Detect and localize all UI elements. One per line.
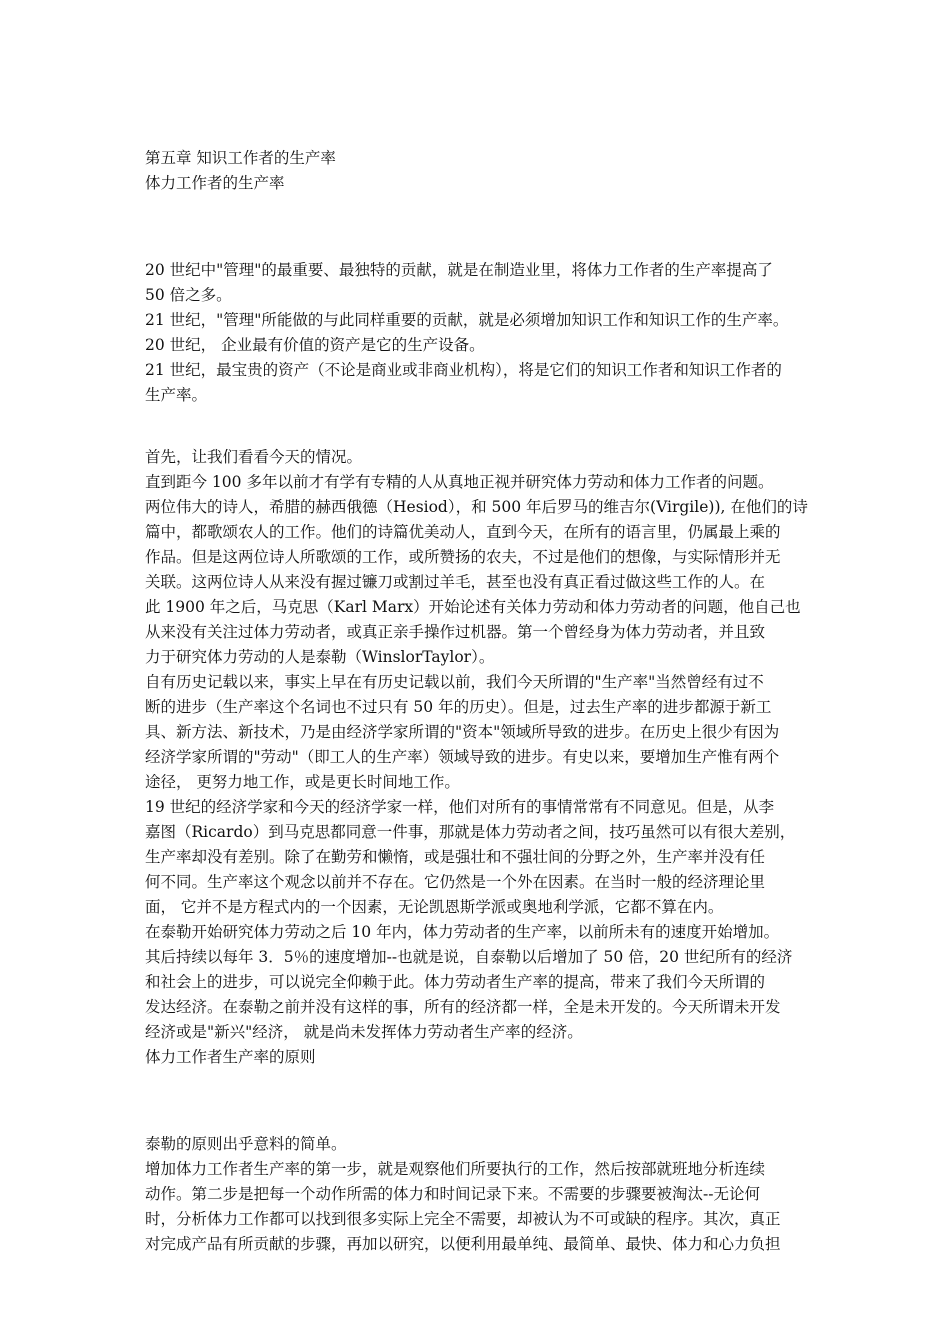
section-title: 体力工作者生产率的原则: [145, 1048, 316, 1066]
text-line: 此 1900 年之后，马克思（Karl Marx）开始论述有关体力劳动和体力劳动者的问题，他自己也: [145, 598, 801, 616]
section2-block: [145, 1132, 825, 1257]
text-line: 50 倍之多。: [145, 286, 232, 304]
text-line: 首先，让我们看看今天的情况。: [145, 448, 363, 466]
intro-block: [145, 258, 825, 408]
text-line: 篇中，都歌颂农人的工作。他们的诗篇优美动人，直到今天，在所有的语言里，仍属最上乘的: [145, 523, 781, 541]
text-line: 关联。这两位诗人从来没有握过镰刀或割过羊毛，甚至也没有真正看过做这些工作的人。在: [145, 573, 766, 591]
chapter-title: 第五章 知识工作者的生产率: [145, 149, 336, 167]
text-line: 自有历史记载以来，事实上早在有历史记载以前，我们今天所谓的"生产率"当然曾经有过不: [145, 673, 764, 691]
text-line: 生产率。: [145, 386, 208, 404]
body-block: [145, 445, 825, 1045]
text-line: 在泰勒开始研究体力劳动之后 10 年内，体力劳动者的生产率，以前所未有的速度开始增加。: [145, 923, 780, 941]
spacer: [145, 196, 825, 258]
text-line: 19 世纪的经济学家和今天的经济学家一样，他们对所有的事情常常有不同意见。但是，从李: [145, 798, 775, 816]
spacer: [145, 1070, 825, 1132]
text-line: 21 世纪，最宝贵的资产（不论是商业或非商业机构），将是它们的知识工作者和知识工作者的: [145, 361, 782, 379]
text-line: 发达经济。在泰勒之前并没有这样的事，所有的经济都一样，全是未开发的。今天所谓未开发: [145, 998, 781, 1016]
text-line: 途径， 更努力地工作，或是更长时间地工作。: [145, 773, 460, 791]
spacer: [145, 408, 825, 445]
text-line: 增加体力工作者生产率的第一步，就是观察他们所要执行的工作，然后按部就班地分析连续: [145, 1160, 766, 1178]
text-line: 力于研究体力劳动的人是泰勒（WinslorTaylor）。: [145, 648, 495, 666]
text-line: 具、新方法、新技术，乃是由经济学家所谓的"资本"领域所导致的进步。在历史上很少有因为: [145, 723, 780, 741]
text-line: 其后持续以每年 3．5％的速度增加--也就是说，自泰勒以后增加了 50 倍，20 世纪所有的经济: [145, 948, 793, 966]
document-page: [145, 146, 825, 1257]
text-line: 何不同。生产率这个观念以前并不存在。它仍然是一个外在因素。在当时一般的经济理论里: [145, 873, 766, 891]
text-line: 生产率却没有差别。除了在勤劳和懒惰，或是强壮和不强壮间的分野之外，生产率并没有任: [145, 848, 766, 866]
text-line: 20 世纪， 企业最有价值的资产是它的生产设备。: [145, 336, 485, 354]
section-title: 体力工作者的生产率: [145, 174, 285, 192]
text-line: 从来没有关注过体力劳动者，或真正亲手操作过机器。第一个曾经身为体力劳动者，并且致: [145, 623, 766, 641]
text-line: 时，分析体力工作都可以找到很多实际上完全不需要，却被认为不可或缺的程序。其次，真正: [145, 1210, 781, 1228]
text-line: 经济学家所谓的"劳动"（即工人的生产率）领域导致的进步。有史以来，要增加生产惟有两个: [145, 748, 780, 766]
text-line: 作品。但是这两位诗人所歌颂的工作，或所赞扬的农夫，不过是他们的想像，与实际情形并无: [145, 548, 781, 566]
text-line: 嘉图（Ricardo）到马克思都同意一件事，那就是体力劳动者之间，技巧虽然可以有很大差别，: [145, 823, 796, 841]
text-line: 面， 它并不是方程式内的一个因素，无论凯恩斯学派或奥地利学派，它都不算在内。: [145, 898, 724, 916]
text-line: 20 世纪中"管理"的最重要、最独特的贡献，就是在制造业里，将体力工作者的生产率提高了: [145, 261, 773, 279]
text-line: 直到距今 100 多年以前才有学有专精的人从真地正视并研究体力劳动和体力工作者的问题。: [145, 473, 774, 491]
text-line: 动作。第二步是把每一个动作所需的体力和时间记录下来。不需要的步骤要被淘汰--无论何: [145, 1185, 760, 1203]
text-line: 断的进步（生产率这个名词也不过只有 50 年的历史）。但是，过去生产率的进步都源于新工: [145, 698, 772, 716]
text-line: 经济或是"新兴"经济， 就是尚未发挥体力劳动者生产率的经济。: [145, 1023, 583, 1041]
text-line: 两位伟大的诗人，希腊的赫西俄德（Hesiod），和 500 年后罗马的维吉尔(Virgile)), 在他们的诗: [145, 498, 808, 516]
text-line: 和社会上的进步，可以说完全仰赖于此。体力劳动者生产率的提高，带来了我们今天所谓的: [145, 973, 766, 991]
text-line: 泰勒的原则出乎意料的简单。: [145, 1135, 347, 1153]
text-line: 21 世纪，"管理"所能做的与此同样重要的贡献，就是必须增加知识工作和知识工作的生产率。: [145, 311, 789, 329]
text-line: 对完成产品有所贡献的步骤，再加以研究，以便利用最单纯、最简单、最快、体力和心力负担: [145, 1235, 781, 1253]
